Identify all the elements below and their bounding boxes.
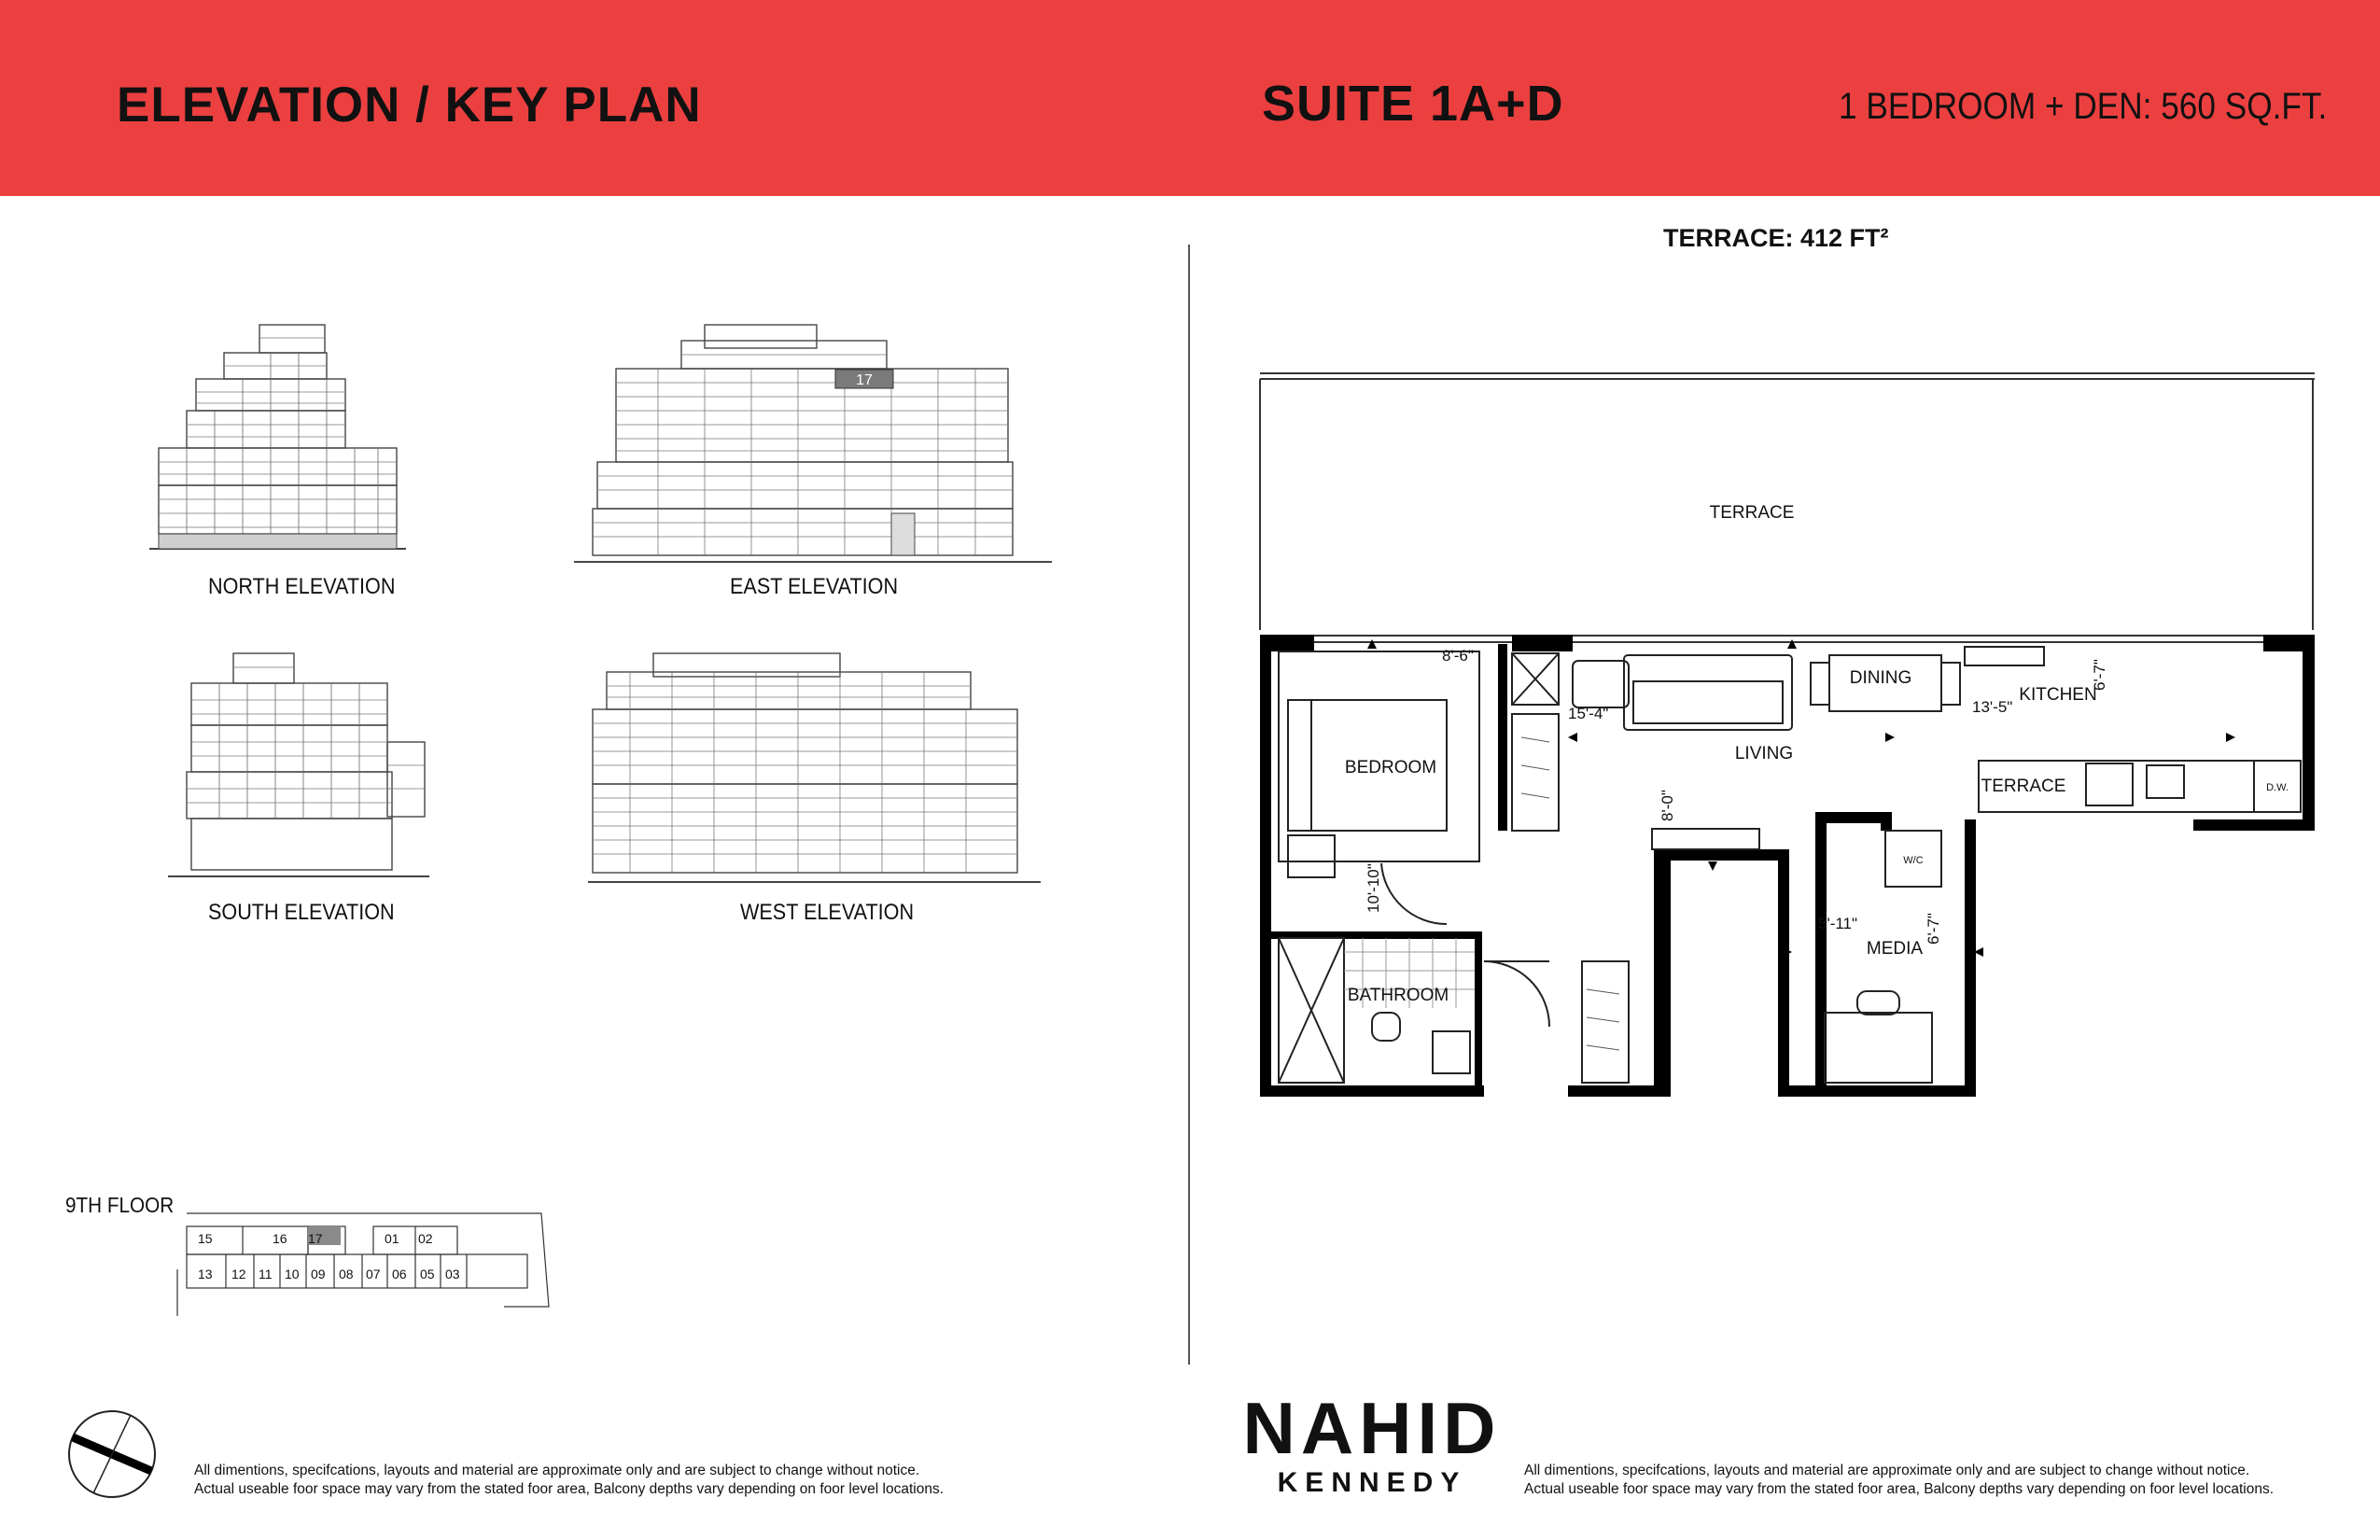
dimension-label: 13'-5" [1972, 698, 2013, 716]
disclaimer-right [1524, 1462, 2274, 1499]
disclaimer-line-2: Actual useable foor space may vary from the stated foor area, Balcony depths vary depending on foor level locations. [1524, 1481, 2275, 1497]
north-elevation-label: NORTH ELEVATION [208, 574, 396, 599]
living-label: LIVING [1734, 744, 1794, 763]
keyplan-unit-09: 09 [311, 1267, 326, 1281]
west-elevation-label: WEST ELEVATION [740, 900, 915, 925]
keyplan-unit-11: 11 [259, 1267, 273, 1281]
suite-description: 1 BEDROOM + DEN: 560 SQ.FT. [1839, 86, 2328, 127]
terrace-small-label: TERRACE [1981, 777, 2066, 796]
dining-label: DINING [1849, 668, 1912, 688]
keyplan-unit-15: 15 [198, 1231, 213, 1246]
bedroom-label: BEDROOM [1344, 758, 1437, 777]
header-banner [0, 0, 2380, 196]
dimension-label: 6'-7" [2091, 659, 2108, 691]
keyplan-floor-label: 9TH FLOOR [65, 1193, 175, 1217]
suite-title: SUITE 1A+D [1262, 76, 1564, 132]
keyplan-unit-12: 12 [231, 1267, 246, 1281]
east-elevation-drawing [574, 317, 1055, 569]
dimension-label: 6'-7" [1925, 913, 1942, 945]
dishwasher-label: D.W. [2266, 782, 2289, 793]
disclaimer-line-1: All dimentions, specifcations, layouts and material are approximate only and are subject to change without notice. [1524, 1463, 2250, 1478]
south-elevation-drawing [163, 649, 443, 882]
keyplan-unit-06: 06 [392, 1267, 407, 1281]
disclaimer-line-1: All dimentions, specifcations, layouts and material are approximate only and are subject to change without notice. [194, 1463, 920, 1478]
disclaimer-left [194, 1462, 944, 1499]
keyplan-unit-05: 05 [420, 1267, 435, 1281]
logo-sub-text: KENNEDY [1277, 1467, 1467, 1498]
west-elevation-drawing [583, 649, 1050, 891]
column-divider [1188, 245, 1190, 1365]
logo-main-text: NAHID [1242, 1387, 1502, 1469]
dimension-label: 10'-10" [1365, 863, 1382, 913]
dimension-label: 8'-6" [1442, 647, 1474, 665]
wic-label: W/C [1903, 855, 1924, 866]
bathroom-label: BATHROOM [1347, 986, 1449, 1005]
dimension-label: 5'-11" [1818, 915, 1858, 932]
keyplan-unit-10: 10 [285, 1267, 300, 1281]
kitchen-label: KITCHEN [2019, 685, 2097, 705]
keyplan-unit-17: 17 [308, 1231, 323, 1246]
east-unit-marker: 17 [856, 372, 873, 388]
brand-logo [1232, 1387, 1512, 1499]
dimension-label: 15'-4" [1568, 705, 1609, 722]
keyplan-unit-16: 16 [273, 1231, 287, 1246]
east-elevation-label: EAST ELEVATION [730, 574, 899, 599]
keyplan-drawing [56, 1185, 560, 1325]
page-title: ELEVATION / KEY PLAN [117, 77, 702, 133]
disclaimer-line-2: Actual useable foor space may vary from the stated foor area, Balcony depths vary depending on foor level locations. [194, 1481, 945, 1497]
north-elevation-drawing [149, 317, 411, 560]
south-elevation-label: SOUTH ELEVATION [208, 900, 395, 925]
media-label: MEDIA [1866, 939, 1924, 959]
terrace-main-label: TERRACE [1709, 503, 1795, 523]
keyplan-unit-08: 08 [339, 1267, 354, 1281]
floor-plan-drawing [1251, 364, 2324, 1111]
dimension-label: 8'-0" [1659, 790, 1676, 821]
north-arrow-icon [65, 1407, 159, 1501]
keyplan-unit-03: 03 [445, 1267, 460, 1281]
keyplan-unit-02: 02 [418, 1231, 433, 1246]
terrace-area-title: TERRACE: 412 FT² [1663, 224, 1889, 252]
keyplan-unit-01: 01 [385, 1231, 399, 1246]
keyplan-unit-07: 07 [366, 1267, 381, 1281]
keyplan-unit-13: 13 [198, 1267, 213, 1281]
